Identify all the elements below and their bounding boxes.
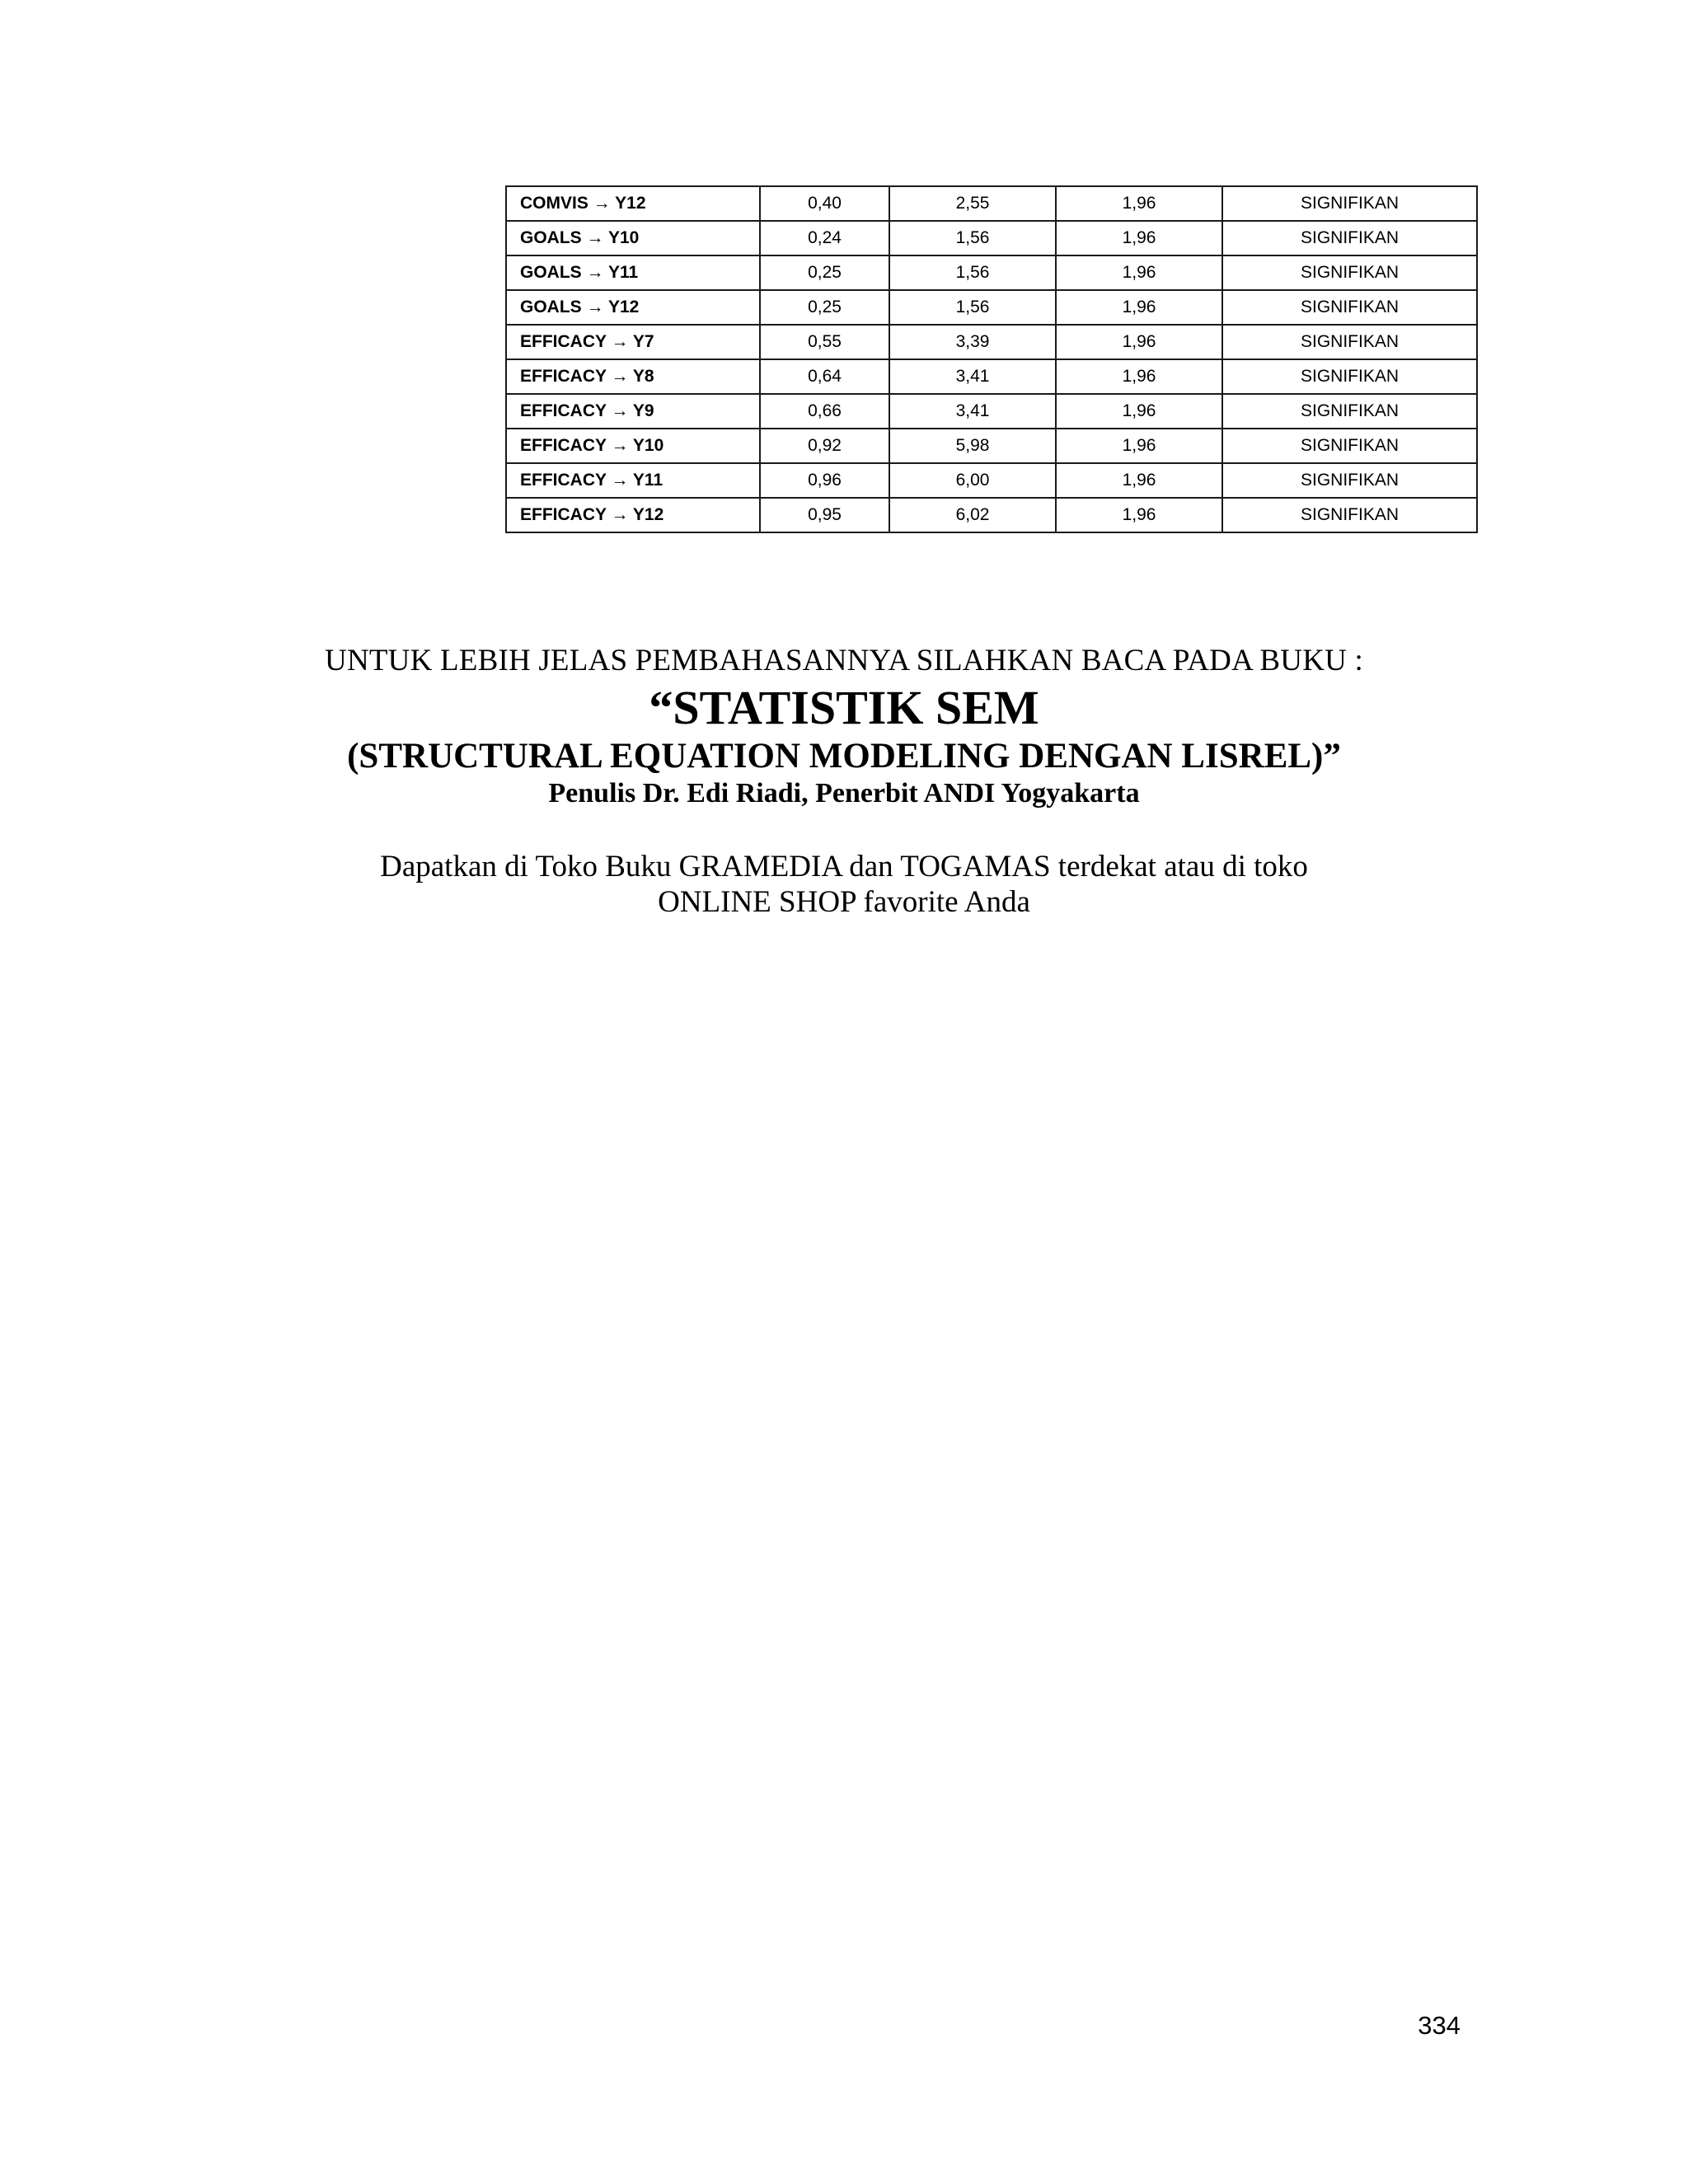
result-cell: SIGNIFIKAN xyxy=(1222,221,1477,255)
t-value-cell: 5,98 xyxy=(889,429,1056,463)
page-number: 334 xyxy=(1418,2011,1461,2040)
critical-value-cell: 1,96 xyxy=(1056,463,1222,498)
critical-value-cell: 1,96 xyxy=(1056,255,1222,290)
loading-cell: 0,66 xyxy=(760,394,889,429)
result-cell: SIGNIFIKAN xyxy=(1222,429,1477,463)
loading-cell: 0,95 xyxy=(760,498,889,532)
critical-value-cell: 1,96 xyxy=(1056,394,1222,429)
path-cell: EFFICACY → Y8 xyxy=(506,359,760,394)
path-cell: EFFICACY → Y7 xyxy=(506,325,760,359)
table-row xyxy=(506,255,1477,290)
t-value-cell: 6,00 xyxy=(889,463,1056,498)
critical-value-cell: 1,96 xyxy=(1056,498,1222,532)
purchase-info-line-2: ONLINE SHOP favorite Anda xyxy=(658,885,1030,919)
result-cell: SIGNIFIKAN xyxy=(1222,498,1477,532)
loading-cell: 0,25 xyxy=(760,255,889,290)
path-cell: GOALS → Y11 xyxy=(506,255,760,290)
t-value-cell: 2,55 xyxy=(889,186,1056,221)
table-row xyxy=(506,221,1477,255)
t-value-cell: 1,56 xyxy=(889,290,1056,325)
table-row xyxy=(506,394,1477,429)
t-value-cell: 6,02 xyxy=(889,498,1056,532)
book-title: “STATISTIK SEM xyxy=(649,681,1039,734)
path-cell: GOALS → Y12 xyxy=(506,290,760,325)
result-cell: SIGNIFIKAN xyxy=(1222,463,1477,498)
path-cell: EFFICACY → Y10 xyxy=(506,429,760,463)
book-author-publisher: Penulis Dr. Edi Riadi, Penerbit ANDI Yogyakarta xyxy=(548,778,1140,808)
critical-value-cell: 1,96 xyxy=(1056,186,1222,221)
result-cell: SIGNIFIKAN xyxy=(1222,325,1477,359)
critical-value-cell: 1,96 xyxy=(1056,325,1222,359)
table-row xyxy=(506,429,1477,463)
critical-value-cell: 1,96 xyxy=(1056,359,1222,394)
t-value-cell: 3,41 xyxy=(889,359,1056,394)
table-row xyxy=(506,359,1477,394)
critical-value-cell: 1,96 xyxy=(1056,429,1222,463)
loading-cell: 0,55 xyxy=(760,325,889,359)
table-row xyxy=(506,463,1477,498)
result-cell: SIGNIFIKAN xyxy=(1222,186,1477,221)
table-row xyxy=(506,186,1477,221)
critical-value-cell: 1,96 xyxy=(1056,290,1222,325)
loading-cell: 0,96 xyxy=(760,463,889,498)
critical-value-cell: 1,96 xyxy=(1056,221,1222,255)
purchase-info-line-1: Dapatkan di Toko Buku GRAMEDIA dan TOGAMAS terdekat atau di toko xyxy=(380,850,1308,883)
path-cell: COMVIS → Y12 xyxy=(506,186,760,221)
result-cell: SIGNIFIKAN xyxy=(1222,394,1477,429)
result-cell: SIGNIFIKAN xyxy=(1222,290,1477,325)
table-row xyxy=(506,325,1477,359)
loading-cell: 0,92 xyxy=(760,429,889,463)
loading-cell: 0,40 xyxy=(760,186,889,221)
loading-cell: 0,24 xyxy=(760,221,889,255)
path-cell: GOALS → Y10 xyxy=(506,221,760,255)
t-value-cell: 3,41 xyxy=(889,394,1056,429)
t-value-cell: 3,39 xyxy=(889,325,1056,359)
t-value-cell: 1,56 xyxy=(889,255,1056,290)
loading-cell: 0,25 xyxy=(760,290,889,325)
book-subtitle: (STRUCTURAL EQUATION MODELING DENGAN LISREL)” xyxy=(347,737,1341,776)
t-value-cell: 1,56 xyxy=(889,221,1056,255)
loading-cell: 0,64 xyxy=(760,359,889,394)
table-row xyxy=(506,290,1477,325)
path-significance-table xyxy=(505,185,1478,533)
result-cell: SIGNIFIKAN xyxy=(1222,359,1477,394)
table-row xyxy=(506,498,1477,532)
result-cell: SIGNIFIKAN xyxy=(1222,255,1477,290)
path-cell: EFFICACY → Y11 xyxy=(506,463,760,498)
book-promo-intro: UNTUK LEBIH JELAS PEMBAHASANNYA SILAHKAN BACA PADA BUKU : xyxy=(325,644,1363,677)
path-cell: EFFICACY → Y12 xyxy=(506,498,760,532)
path-cell: EFFICACY → Y9 xyxy=(506,394,760,429)
